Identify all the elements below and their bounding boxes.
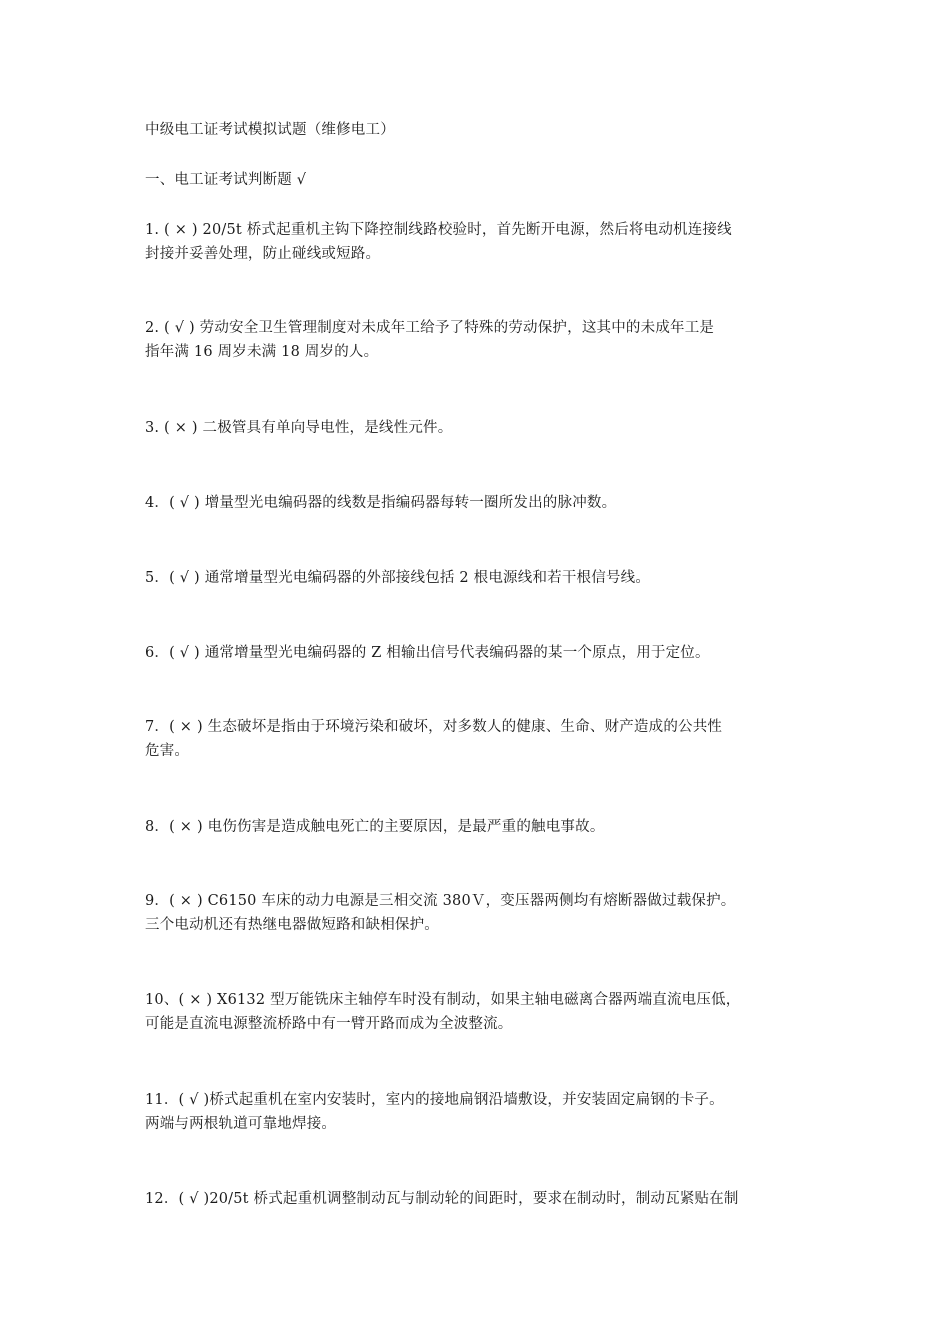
question-5: [145, 566, 815, 590]
question-8: [145, 815, 815, 839]
question-line: 3. ( × ) 二极管具有单向导电性，是线性元件。: [145, 420, 453, 436]
question-line: 指年满 16 周岁未满 18 周岁的人。: [145, 344, 379, 360]
question-line: 封接并妥善处理，防止碰线或短路。: [145, 246, 381, 262]
question-3: [145, 416, 815, 440]
question-6: [145, 641, 815, 665]
question-line: 10、( × ) X6132 型万能铣床主轴停车时没有制动，如果主轴电磁离合器两端直流电压低，: [145, 992, 741, 1008]
question-line: 5．( √ ) 通常增量型光电编码器的外部接线包括 2 根电源线和若干根信号线。: [145, 570, 651, 586]
question-line: 7．( × ) 生态破坏是指由于环境污染和破坏，对多数人的健康、生命、财产造成的公共性: [145, 719, 723, 735]
question-12: [145, 1187, 815, 1211]
question-line: 8．( × ) 电伤伤害是造成触电死亡的主要原因，是最严重的触电事故。: [145, 819, 605, 835]
question-4: [145, 491, 815, 515]
question-line: 可能是直流电源整流桥路中有一臂开路而成为全波整流。: [145, 1016, 513, 1032]
question-line: 12．( √ )20/5t 桥式起重机调整制动瓦与制动轮的间距时，要求在制动时，制动瓦紧贴在制: [145, 1191, 739, 1207]
question-7: [145, 715, 815, 763]
question-line: 两端与两根轨道可靠地焊接。: [145, 1116, 337, 1132]
question-line: 1. ( × ) 20/5t 桥式起重机主钩下降控制线路校验时，首先断开电源，然后将电动机连接线: [145, 222, 732, 238]
question-line: 2. ( √ ) 劳动安全卫生管理制度对未成年工给予了特殊的劳动保护，这其中的未成年工是: [145, 320, 715, 336]
question-line: 6．( √ ) 通常增量型光电编码器的 Z 相输出信号代表编码器的某一个原点，用于定位。: [145, 645, 710, 661]
question-line: 9．( × ) C6150 车床的动力电源是三相交流 380Ｖ，变压器两侧均有熔断器做过载保护。: [145, 893, 736, 909]
question-line: 4．( √ ) 增量型光电编码器的线数是指编码器每转一圈所发出的脉冲数。: [145, 495, 617, 511]
section-heading: 一、电工证考试判断题 √: [145, 172, 307, 188]
question-11: [145, 1088, 815, 1136]
question-line: 三个电动机还有热继电器做短路和缺相保护。: [145, 917, 439, 933]
question-line: 危害。: [145, 743, 190, 759]
question-9: [145, 889, 815, 937]
question-line: 11．( √ )桥式起重机在室内安装时，室内的接地扁钢沿墙敷设，并安装固定扁钢的卡子。: [145, 1092, 724, 1108]
question-10: [145, 988, 815, 1036]
question-1: [145, 218, 815, 266]
question-2: [145, 316, 815, 364]
document-title: 中级电工证考试模拟试题（维修电工）: [145, 122, 395, 138]
